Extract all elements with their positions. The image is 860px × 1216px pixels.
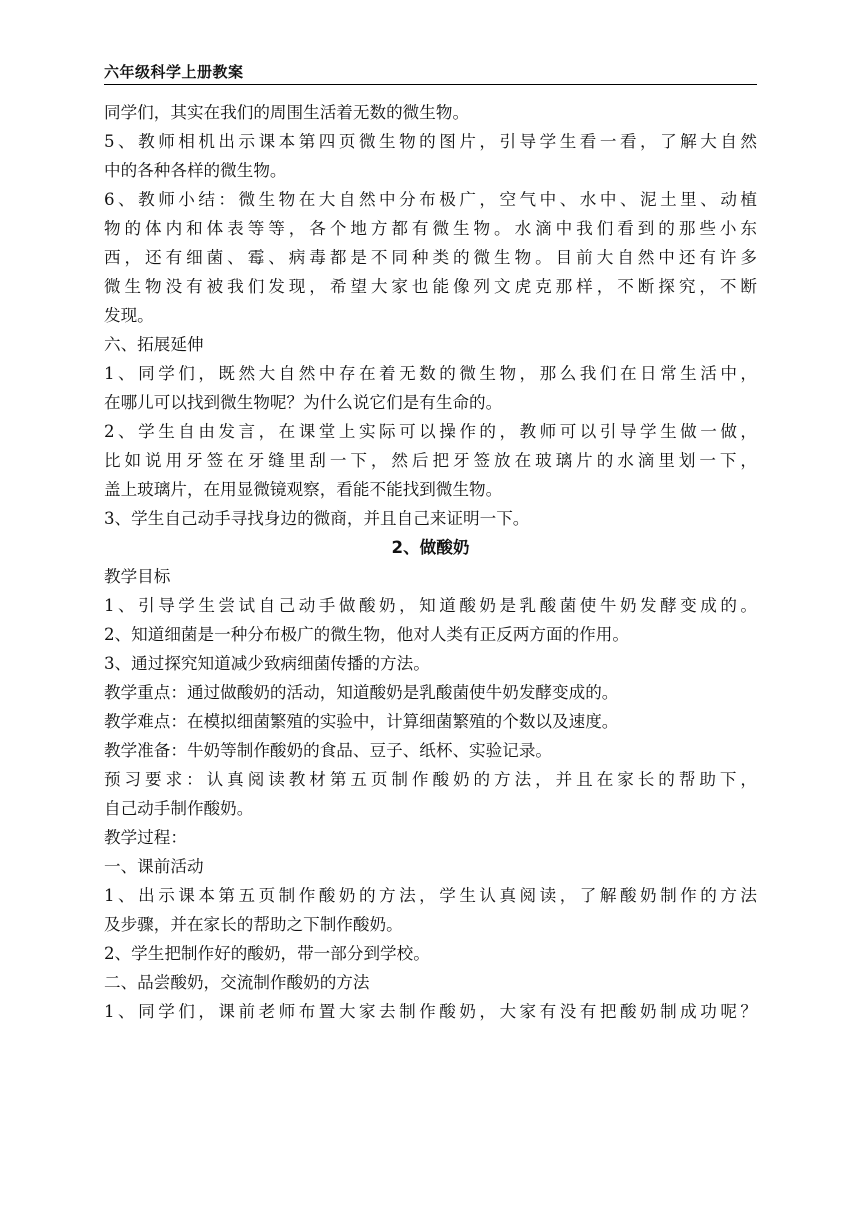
text-line: 自己动手制作酸奶。 xyxy=(104,799,254,818)
text-line: 教学重点：通过做酸奶的活动，知道酸奶是乳酸菌使牛奶发酵变成的。 xyxy=(104,683,619,702)
text-line: 1、同学们，既然大自然中存在着无数的微生物，那么我们在日常生活中， xyxy=(104,364,757,383)
text-line: 及步骤，并在家长的帮助之下制作酸奶。 xyxy=(104,915,403,934)
text-line: 2、学生把制作好的酸奶，带一部分到学校。 xyxy=(104,944,430,963)
text-line: 西，还有细菌、霉、病毒都是不同种类的微生物。目前大自然中还有许多 xyxy=(104,248,757,267)
text-line: 2、学生自由发言，在课堂上实际可以操作的，教师可以引导学生做一做， xyxy=(104,422,757,441)
text-line: 教学过程： xyxy=(104,828,187,847)
text-line: 微生物没有被我们发现，希望大家也能像列文虎克那样，不断探究，不断 xyxy=(104,277,757,296)
text-line: 教学准备：牛奶等制作酸奶的食品、豆子、纸杯、实验记录。 xyxy=(104,741,553,760)
text-line: 一、课前活动 xyxy=(104,857,204,876)
text-line: 二、品尝酸奶，交流制作酸奶的方法 xyxy=(104,973,370,992)
text-line: 2、知道细菌是一种分布极广的微生物，他对人类有正反两方面的作用。 xyxy=(104,625,629,644)
text-line: 六、拓展延伸 xyxy=(104,335,204,354)
text-line: 3、学生自己动手寻找身边的微商，并且自己来证明一下。 xyxy=(104,509,530,528)
text-line: 盖上玻璃片，在用显微镜观察，看能不能找到微生物。 xyxy=(104,480,503,499)
text-line: 预习要求：认真阅读教材第五页制作酸奶的方法，并且在家长的帮助下， xyxy=(104,770,757,789)
text-line: 6、教师小结：微生物在大自然中分布极广，空气中、水中、泥土里、动植 xyxy=(104,190,757,209)
page-header xyxy=(104,60,757,85)
text-line: 1、引导学生尝试自己动手做酸奶，知道酸奶是乳酸菌使牛奶发酵变成的。 xyxy=(104,596,757,615)
document-body xyxy=(104,98,757,1026)
text-line: 中的各种各样的微生物。 xyxy=(104,161,287,180)
text-line: 比如说用牙签在牙缝里刮一下，然后把牙签放在玻璃片的水滴里划一下， xyxy=(104,451,757,470)
text-line: 1、出示课本第五页制作酸奶的方法，学生认真阅读，了解酸奶制作的方法 xyxy=(104,886,757,905)
text-line: 同学们，其实在我们的周围生活着无数的微生物。 xyxy=(104,103,470,122)
text-line: 5、教师相机出示课本第四页微生物的图片，引导学生看一看，了解大自然 xyxy=(104,132,757,151)
text-line: 在哪儿可以找到微生物呢？为什么说它们是有生命的。 xyxy=(104,393,503,412)
text-line: 教学目标 xyxy=(104,567,171,586)
text-line: 教学难点：在模拟细菌繁殖的实验中，计算细菌繁殖的个数以及速度。 xyxy=(104,712,619,731)
section-heading: 2、做酸奶 xyxy=(391,538,470,557)
text-line: 3、通过探究知道减少致病细菌传播的方法。 xyxy=(104,654,430,673)
text-line: 物的体内和体表等等，各个地方都有微生物。水滴中我们看到的那些小东 xyxy=(104,219,757,238)
text-line: 发现。 xyxy=(104,306,154,325)
header-title: 六年级科学上册教案 xyxy=(104,63,244,81)
text-line: 1、同学们，课前老师布置大家去制作酸奶，大家有没有把酸奶制成功呢？ xyxy=(104,1002,757,1021)
